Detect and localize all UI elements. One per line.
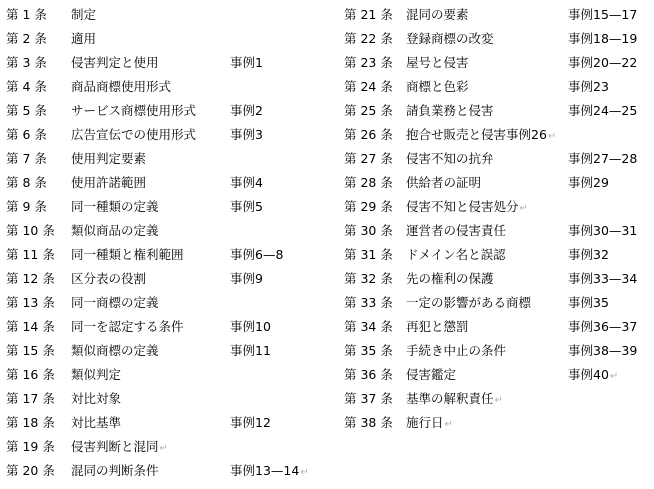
article-row — [338, 27, 654, 51]
article-title — [71, 267, 146, 291]
article-number: 第 32 条 — [344, 271, 393, 286]
article-row — [338, 195, 654, 219]
article-examples — [230, 267, 263, 291]
article-title — [406, 267, 494, 291]
article-number: 第 28 条 — [344, 175, 393, 190]
article-examples — [568, 171, 609, 195]
article-number: 第 1 条 — [6, 7, 47, 22]
article-row — [0, 51, 330, 75]
article-examples — [230, 339, 271, 363]
article-title — [406, 27, 494, 51]
article-row — [338, 291, 654, 315]
article-title — [71, 339, 159, 363]
article-examples — [568, 243, 609, 267]
article-examples — [568, 219, 637, 243]
article-examples-text: 事例40 — [568, 367, 609, 382]
article-title-text: 混同の判断条件 — [71, 463, 159, 478]
article-title-text: 区分表の役割 — [71, 271, 147, 286]
article-title-text: 屋号と侵害 — [406, 55, 469, 70]
article-title — [71, 363, 121, 387]
paragraph-mark-icon: ↵ — [159, 443, 168, 454]
article-title — [406, 219, 506, 243]
article-row — [0, 459, 330, 483]
article-title-text: 基準の解釈責任 — [406, 391, 494, 406]
article-number: 第 6 条 — [6, 127, 47, 142]
article-title-text: 請負業務と侵害 — [406, 103, 494, 118]
article-title-text: ドメイン名と誤認 — [406, 247, 506, 262]
article-title-text: 使用判定要素 — [71, 151, 147, 166]
article-title — [71, 123, 196, 147]
article-title — [71, 219, 159, 243]
article-examples-text: 事例15—17 — [568, 7, 638, 22]
article-row — [338, 315, 654, 339]
article-row — [0, 195, 330, 219]
article-row — [0, 315, 330, 339]
article-examples — [568, 291, 609, 315]
paragraph-mark-icon: ↵ — [547, 131, 557, 142]
article-examples-text: 事例35 — [568, 295, 609, 310]
article-row — [338, 387, 654, 411]
article-title — [71, 75, 171, 99]
article-title — [71, 387, 121, 411]
article-examples — [230, 171, 263, 195]
article-examples — [568, 3, 637, 27]
article-examples-text: 事例6—8 — [230, 247, 284, 262]
article-title — [406, 363, 456, 387]
article-number: 第 38 条 — [344, 415, 393, 430]
article-title-text: 供給者の証明 — [406, 175, 482, 190]
article-title-text: 先の権利の保護 — [406, 271, 494, 286]
article-row — [338, 219, 654, 243]
article-row — [0, 387, 330, 411]
article-number: 第 23 条 — [344, 55, 393, 70]
article-number: 第 20 条 — [6, 463, 55, 478]
article-title — [71, 27, 96, 51]
article-title-text: 抱合せ販売と侵害事例26 — [406, 127, 547, 142]
article-row — [338, 171, 654, 195]
article-title-text: 同一商標の定義 — [71, 295, 159, 310]
article-title-text: 同一を認定する条件 — [71, 319, 184, 334]
article-title-text: 侵害鑑定 — [406, 367, 457, 382]
article-row — [0, 339, 330, 363]
article-row — [0, 3, 330, 27]
article-title-text: 施行日 — [406, 415, 444, 430]
article-title — [71, 171, 146, 195]
article-title — [71, 99, 196, 123]
article-row — [338, 243, 654, 267]
article-row — [0, 243, 330, 267]
article-title-text: 商標と色彩 — [406, 79, 469, 94]
article-examples-text: 事例3 — [230, 127, 263, 142]
article-title-text: 混同の要素 — [406, 7, 469, 22]
article-title-text: サービス商標使用形式 — [71, 103, 197, 118]
article-row — [338, 123, 654, 147]
article-title-text: 手続き中止の条件 — [406, 343, 507, 358]
article-title — [406, 3, 469, 27]
article-title-text: 登録商標の改変 — [406, 31, 494, 46]
article-examples — [230, 315, 271, 339]
article-title-text: 同一種類の定義 — [71, 199, 159, 214]
article-number: 第 16 条 — [6, 367, 55, 382]
article-title — [406, 99, 494, 123]
article-number: 第 26 条 — [344, 127, 393, 142]
article-number: 第 12 条 — [6, 271, 55, 286]
article-examples — [230, 195, 263, 219]
article-title-text: 商品商標使用形式 — [71, 79, 172, 94]
article-title-text: 侵害判定と使用 — [71, 55, 159, 70]
article-examples-text: 事例30—31 — [568, 223, 638, 238]
article-examples — [230, 51, 263, 75]
article-number: 第 30 条 — [344, 223, 393, 238]
article-title — [406, 171, 481, 195]
article-number: 第 18 条 — [6, 415, 55, 430]
article-title — [71, 435, 168, 461]
article-examples — [568, 147, 637, 171]
article-number: 第 7 条 — [6, 151, 47, 166]
article-title-text: 類似商標の定義 — [71, 343, 159, 358]
article-title-text: 対比基準 — [71, 415, 122, 430]
article-number: 第 35 条 — [344, 343, 393, 358]
article-row — [0, 411, 330, 435]
article-title — [406, 243, 506, 267]
article-examples-text: 事例18—19 — [568, 31, 638, 46]
article-number: 第 3 条 — [6, 55, 47, 70]
paragraph-mark-icon: ↵ — [444, 419, 453, 430]
right-article-list — [338, 0, 654, 435]
article-number: 第 29 条 — [344, 199, 393, 214]
paragraph-mark-icon: ↵ — [494, 395, 503, 406]
paragraph-mark-icon: ↵ — [609, 371, 619, 382]
article-examples-text: 事例5 — [230, 199, 263, 214]
article-title-text: 制定 — [71, 7, 97, 22]
article-row — [0, 99, 330, 123]
article-number: 第 13 条 — [6, 295, 55, 310]
article-row — [338, 147, 654, 171]
article-title-text: 広告宣伝での使用形式 — [71, 127, 197, 142]
article-number: 第 31 条 — [344, 247, 393, 262]
article-title-text: 侵害不知の抗弁 — [406, 151, 494, 166]
article-title-text: 侵害判断と混同 — [71, 439, 159, 454]
article-title — [71, 195, 159, 219]
article-row — [338, 411, 654, 435]
article-number: 第 37 条 — [344, 391, 393, 406]
article-examples-text: 事例32 — [568, 247, 609, 262]
article-number: 第 4 条 — [6, 79, 47, 94]
article-row — [0, 435, 330, 459]
article-examples — [230, 99, 263, 123]
article-examples-text: 事例2 — [230, 103, 263, 118]
article-number: 第 24 条 — [344, 79, 393, 94]
article-number: 第 25 条 — [344, 103, 393, 118]
article-row — [338, 99, 654, 123]
paragraph-mark-icon: ↵ — [300, 467, 309, 478]
article-number: 第 33 条 — [344, 295, 393, 310]
article-title — [406, 75, 469, 99]
article-title — [71, 243, 184, 267]
article-row — [0, 171, 330, 195]
article-number: 第 9 条 — [6, 199, 47, 214]
article-title — [71, 147, 146, 171]
article-examples-text: 事例1 — [230, 55, 263, 70]
article-row — [338, 51, 654, 75]
article-examples — [230, 123, 263, 147]
article-number: 第 22 条 — [344, 31, 393, 46]
article-row — [338, 75, 654, 99]
article-number: 第 2 条 — [6, 31, 47, 46]
article-examples — [568, 27, 637, 51]
article-examples-text: 事例24—25 — [568, 103, 638, 118]
paragraph-mark-icon: ↵ — [519, 203, 528, 214]
article-examples-text: 事例33—34 — [568, 271, 638, 286]
article-examples-text: 事例12 — [230, 415, 271, 430]
article-examples-text: 事例20—22 — [568, 55, 638, 70]
article-number: 第 15 条 — [6, 343, 55, 358]
article-title — [406, 195, 528, 221]
article-title-text: 運営者の侵害責任 — [406, 223, 507, 238]
article-examples — [568, 315, 637, 339]
article-title — [406, 339, 506, 363]
article-title — [406, 51, 469, 75]
article-examples-text: 事例9 — [230, 271, 263, 286]
article-examples — [568, 267, 637, 291]
article-examples — [230, 243, 283, 267]
article-row — [0, 219, 330, 243]
article-title — [406, 411, 453, 437]
article-row — [0, 123, 330, 147]
article-title-text: 適用 — [71, 31, 97, 46]
article-title-text: 同一種類と権利範囲 — [71, 247, 184, 262]
article-title — [406, 147, 494, 171]
article-title — [406, 291, 531, 315]
article-row — [0, 147, 330, 171]
article-examples-text: 事例13—14 — [230, 463, 300, 478]
article-examples-text: 事例38—39 — [568, 343, 638, 358]
article-title — [71, 51, 159, 75]
article-row — [338, 3, 654, 27]
article-examples — [568, 339, 637, 363]
article-title-text: 一定の影響がある商標 — [406, 295, 532, 310]
article-examples — [230, 411, 271, 435]
article-examples-text: 事例11 — [230, 343, 271, 358]
left-article-list — [0, 0, 330, 483]
article-examples — [568, 51, 637, 75]
article-title-text: 使用許諾範囲 — [71, 175, 147, 190]
article-row — [0, 291, 330, 315]
article-examples-text: 事例36—37 — [568, 319, 638, 334]
article-row — [338, 363, 654, 387]
article-title-text: 類似判定 — [71, 367, 122, 382]
article-title-text: 侵害不知と侵害処分 — [406, 199, 519, 214]
article-examples — [568, 75, 609, 99]
article-title — [71, 459, 159, 483]
article-title — [406, 315, 469, 339]
article-title — [406, 123, 556, 149]
article-title-text: 対比対象 — [71, 391, 122, 406]
article-title — [71, 315, 184, 339]
article-row — [0, 267, 330, 291]
article-row — [0, 27, 330, 51]
article-number: 第 27 条 — [344, 151, 393, 166]
article-examples-text: 事例27—28 — [568, 151, 638, 166]
article-number: 第 8 条 — [6, 175, 47, 190]
article-row — [338, 267, 654, 291]
article-examples-text: 事例4 — [230, 175, 263, 190]
article-title — [71, 411, 121, 435]
article-title — [406, 387, 503, 413]
article-row — [338, 339, 654, 363]
article-number: 第 21 条 — [344, 7, 393, 22]
article-number: 第 36 条 — [344, 367, 393, 382]
article-title — [71, 291, 159, 315]
article-examples — [568, 363, 618, 389]
article-number: 第 5 条 — [6, 103, 47, 118]
article-title — [71, 3, 96, 27]
article-examples — [230, 459, 309, 485]
article-examples-text: 事例10 — [230, 319, 271, 334]
article-examples-text: 事例29 — [568, 175, 609, 190]
article-number: 第 19 条 — [6, 439, 55, 454]
article-title-text: 類似商品の定義 — [71, 223, 159, 238]
article-row — [0, 363, 330, 387]
article-number: 第 17 条 — [6, 391, 55, 406]
article-number: 第 34 条 — [344, 319, 393, 334]
article-number: 第 10 条 — [6, 223, 55, 238]
article-examples-text: 事例23 — [568, 79, 609, 94]
article-row — [0, 75, 330, 99]
article-number: 第 11 条 — [6, 247, 55, 262]
article-number: 第 14 条 — [6, 319, 55, 334]
article-title-text: 再犯と懲罰 — [406, 319, 469, 334]
article-examples — [568, 99, 637, 123]
